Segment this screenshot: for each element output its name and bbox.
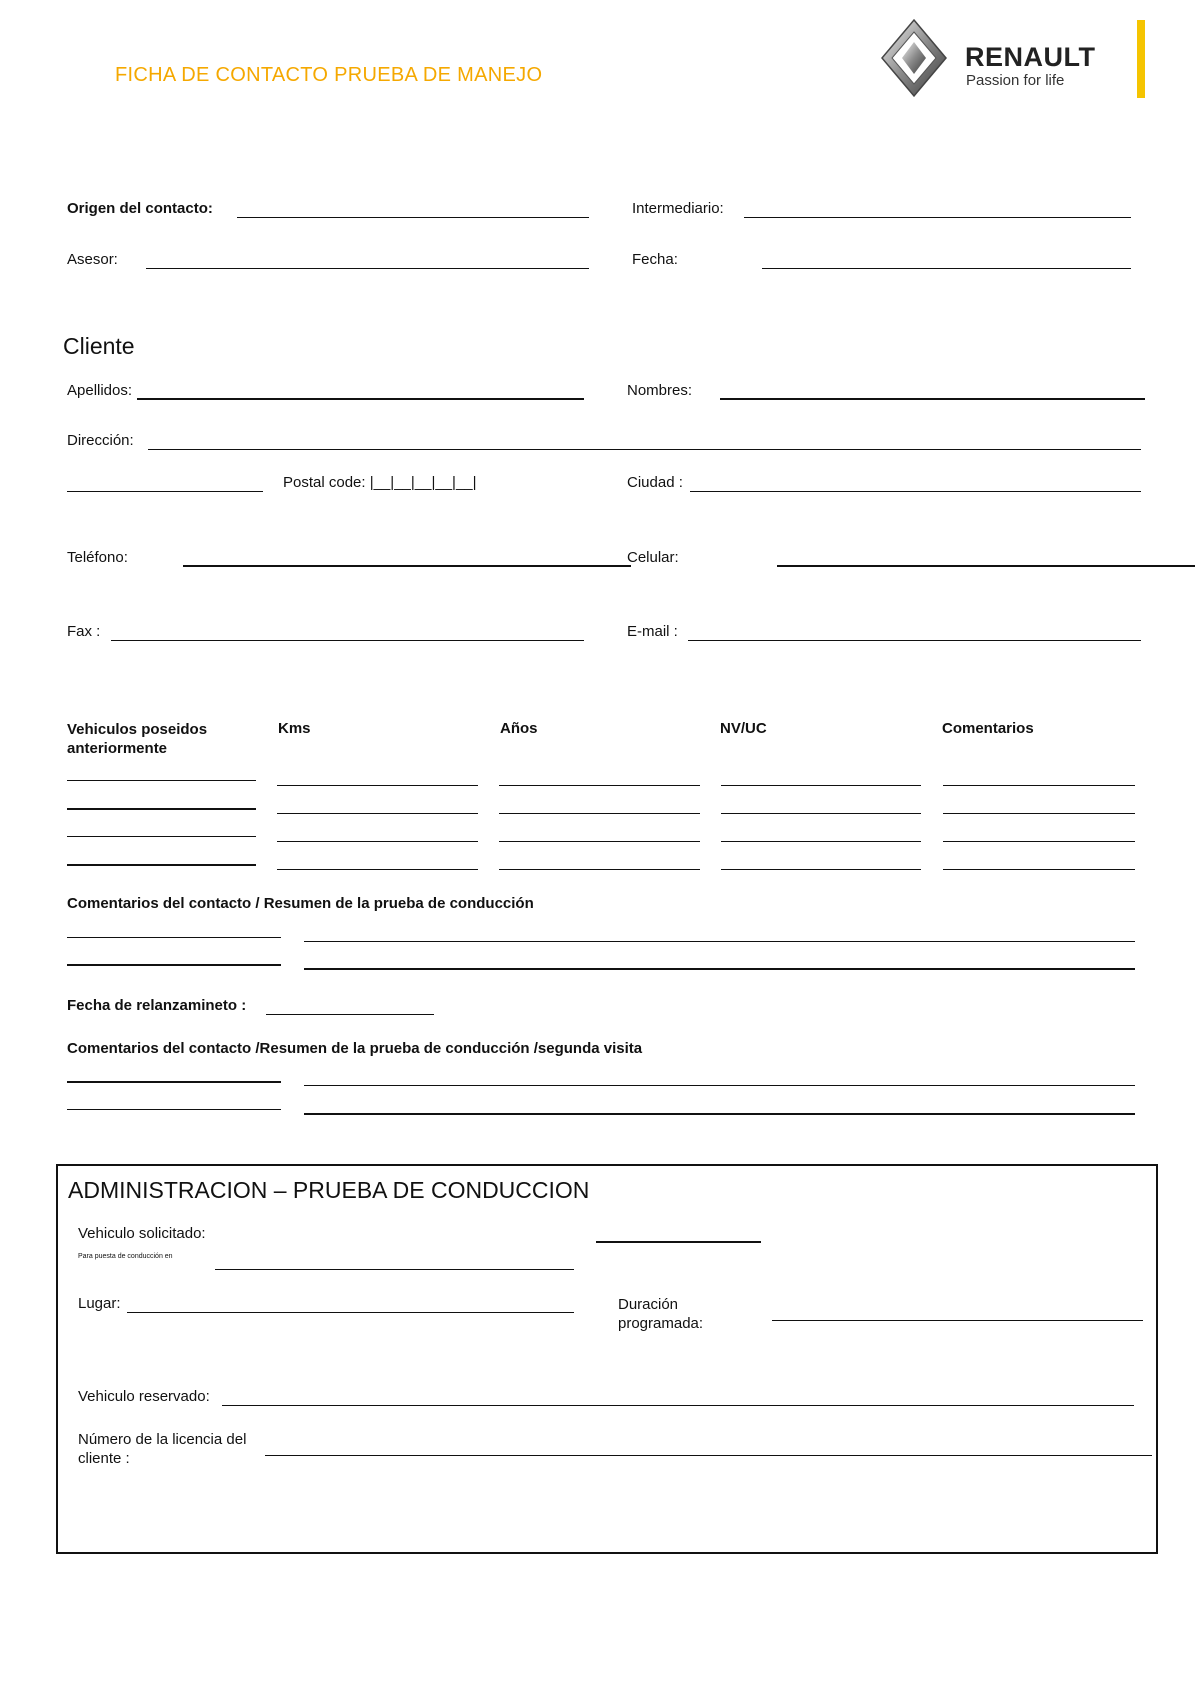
para-puesto-label: Para puesta de conducción en	[78, 1253, 173, 1260]
admin-section	[56, 1164, 1158, 1554]
anos-row-3[interactable]	[499, 841, 700, 842]
comentarios-row-1[interactable]	[943, 785, 1135, 786]
email-label: E-mail :	[627, 623, 678, 640]
kms-row-3[interactable]	[277, 841, 478, 842]
renault-diamond-icon	[880, 18, 948, 98]
apellidos-field[interactable]	[137, 398, 584, 400]
segunda-long-1[interactable]	[304, 1085, 1135, 1086]
telefono-label: Teléfono:	[67, 549, 128, 566]
comentarios-row-3[interactable]	[943, 841, 1135, 842]
apellidos-label: Apellidos:	[67, 382, 133, 399]
lugar-field[interactable]	[127, 1312, 574, 1313]
para-puesto-field[interactable]	[215, 1269, 574, 1270]
resumen-label: Comentarios del contacto / Resumen de la prueba de conducción	[67, 895, 534, 912]
duracion-field[interactable]	[772, 1320, 1143, 1321]
resumen-long-2[interactable]	[304, 968, 1135, 970]
anos-row-2[interactable]	[499, 813, 700, 814]
direccion-line-2[interactable]	[67, 491, 263, 492]
form-title: FICHA DE CONTACTO PRUEBA DE MANEJO	[115, 64, 543, 86]
col-comentarios-header: Comentarios	[942, 720, 1034, 737]
brand-tagline: Passion for life	[966, 72, 1065, 89]
ciudad-label: Ciudad :	[627, 474, 683, 491]
asesor-label: Asesor:	[67, 251, 118, 268]
col-anos-header: Años	[500, 720, 538, 737]
nvuc-row-4[interactable]	[721, 869, 921, 870]
vehiculo-row-4[interactable]	[67, 864, 256, 866]
fax-field[interactable]	[111, 640, 584, 641]
email-field[interactable]	[688, 640, 1141, 641]
resumen-short-1[interactable]	[67, 937, 281, 938]
nvuc-row-1[interactable]	[721, 785, 921, 786]
col-vehiculos-header: Vehiculos poseidos anteriormente	[67, 721, 208, 757]
celular-label: Celular:	[627, 549, 679, 566]
intermediario-field[interactable]	[744, 217, 1131, 218]
col-kms-header: Kms	[278, 720, 311, 737]
vehiculo-reservado-field[interactable]	[222, 1405, 1134, 1406]
origen-label: Origen del contacto:	[67, 200, 213, 217]
kms-row-2[interactable]	[277, 813, 478, 814]
fecha-field[interactable]	[762, 268, 1131, 269]
anos-row-4[interactable]	[499, 869, 700, 870]
nvuc-row-3[interactable]	[721, 841, 921, 842]
licencia-field[interactable]	[265, 1455, 1152, 1456]
kms-row-4[interactable]	[277, 869, 478, 870]
postal-code-field[interactable]: Postal code: |__|__|__|__|__|	[283, 474, 477, 491]
nvuc-row-2[interactable]	[721, 813, 921, 814]
resumen-long-1[interactable]	[304, 941, 1135, 942]
vehiculo-row-1[interactable]	[67, 780, 256, 781]
ciudad-field[interactable]	[690, 491, 1141, 492]
fecha-relanzamiento-label: Fecha de relanzamineto :	[67, 997, 247, 1014]
kms-row-1[interactable]	[277, 785, 478, 786]
asesor-field[interactable]	[146, 268, 589, 269]
segunda-visita-label: Comentarios del contacto /Resumen de la prueba de conducción /segunda visita	[67, 1040, 643, 1057]
vehiculo-solicitado-label: Vehiculo solicitado:	[78, 1225, 206, 1242]
telefono-field[interactable]	[183, 565, 631, 567]
vehiculo-solicitado-field[interactable]	[596, 1241, 761, 1243]
origen-field[interactable]	[237, 217, 589, 218]
vehiculo-row-3[interactable]	[67, 836, 256, 837]
brand-name: RENAULT	[965, 42, 1096, 72]
direccion-field[interactable]	[148, 449, 1141, 450]
comentarios-row-2[interactable]	[943, 813, 1135, 814]
segunda-short-1[interactable]	[67, 1081, 281, 1083]
cliente-heading: Cliente	[63, 333, 135, 359]
segunda-short-2[interactable]	[67, 1109, 281, 1110]
resumen-short-2[interactable]	[67, 964, 281, 966]
fecha-relanzamiento-field[interactable]	[266, 1014, 434, 1015]
intermediario-label: Intermediario:	[632, 200, 724, 217]
fax-label: Fax :	[67, 623, 101, 640]
direccion-label: Dirección:	[67, 432, 134, 449]
vehiculo-row-2[interactable]	[67, 808, 256, 810]
lugar-label: Lugar:	[78, 1295, 121, 1312]
col-nvuc-header: NV/UC	[720, 720, 767, 737]
admin-title: ADMINISTRACION – PRUEBA DE CONDUCCION	[68, 1177, 590, 1203]
brand-accent-bar	[1137, 20, 1145, 98]
celular-field[interactable]	[777, 565, 1195, 567]
licencia-label: Número de la licencia del cliente :	[78, 1431, 247, 1467]
anos-row-1[interactable]	[499, 785, 700, 786]
duracion-label: Duración programada:	[618, 1296, 704, 1332]
segunda-long-2[interactable]	[304, 1113, 1135, 1115]
nombres-field[interactable]	[720, 398, 1145, 400]
comentarios-row-4[interactable]	[943, 869, 1135, 870]
vehiculo-reservado-label: Vehiculo reservado:	[78, 1388, 210, 1405]
nombres-label: Nombres:	[627, 382, 693, 399]
fecha-label: Fecha:	[632, 251, 678, 268]
